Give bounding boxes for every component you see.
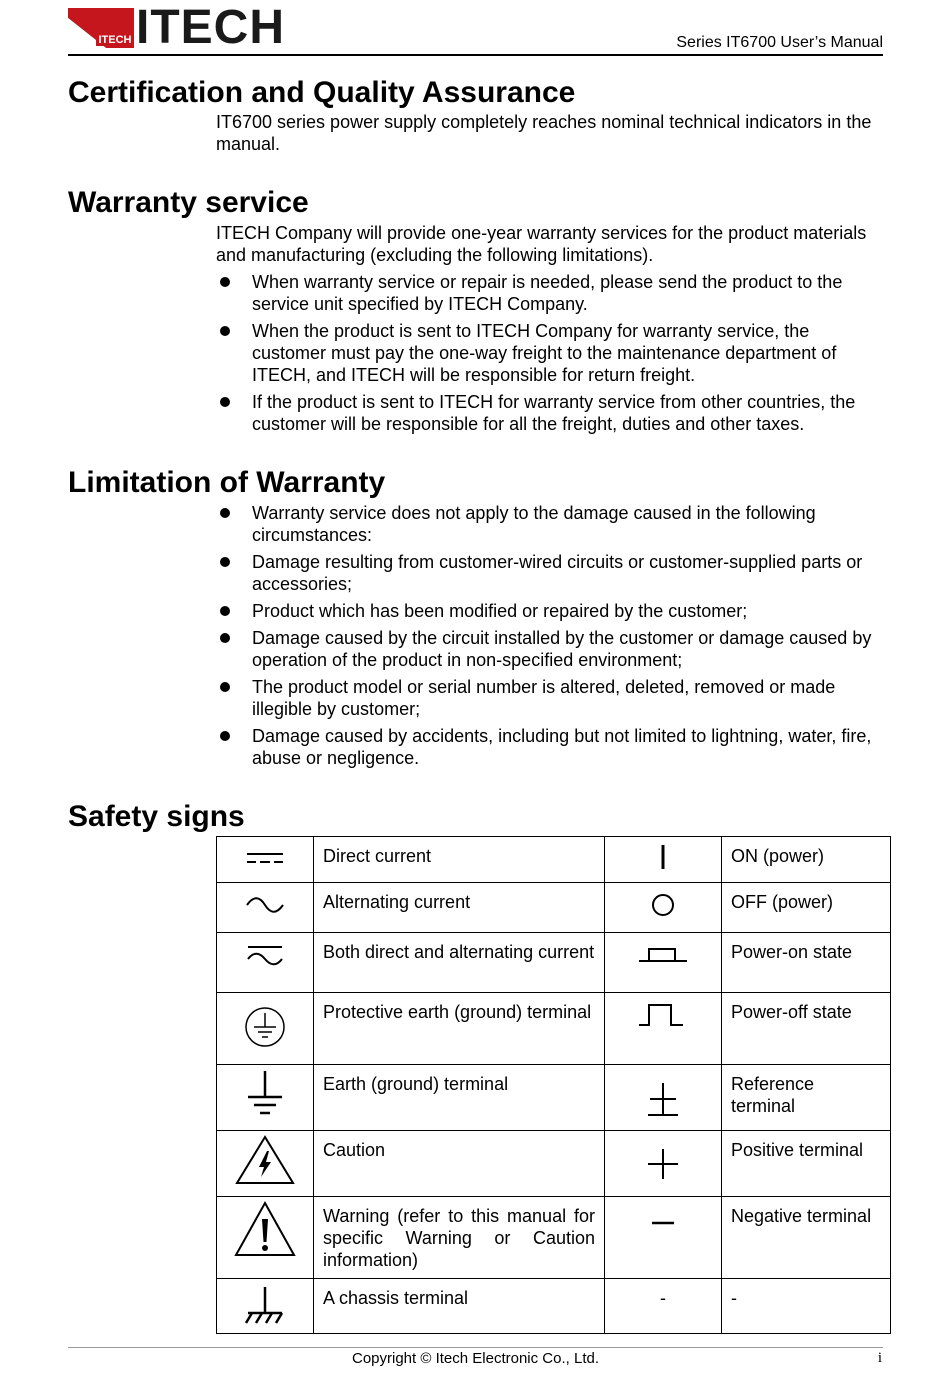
warranty-intro: ITECH Company will provide one-year warranty services for the product materials and manufacturing (excluding the following limitations). xyxy=(216,223,867,265)
direct-current-icon xyxy=(217,837,314,883)
list-item: Damage resulting from customer-wired circuits or customer-supplied parts or accessories; xyxy=(216,551,886,595)
list-item: The product model or serial number is altered, deleted, removed or made illegible by customer; xyxy=(216,676,886,720)
list-item: Product which has been modified or repaired by the customer; xyxy=(216,600,886,622)
sign-label: Warning (refer to this manual for specific Warning or Caution information) xyxy=(314,1197,605,1279)
sign-label: - xyxy=(722,1279,891,1334)
logo-mark-icon xyxy=(68,8,134,48)
alternating-current-icon xyxy=(217,883,314,933)
limitation-heading: Limitation of Warranty xyxy=(68,466,386,499)
header-rule xyxy=(68,54,883,56)
table-row xyxy=(217,1065,891,1131)
page-number: i xyxy=(877,1350,882,1366)
on-power-icon xyxy=(605,837,722,883)
list-item: Damage caused by accidents, including but not limited to lightning, water, fire, abuse or negligence. xyxy=(216,725,886,769)
empty-symbol: - xyxy=(605,1279,722,1334)
chassis-terminal-icon xyxy=(217,1279,314,1334)
copyright: Copyright © Itech Electronic Co., Ltd. xyxy=(352,1350,599,1367)
sign-label: Alternating current xyxy=(314,883,605,933)
positive-terminal-icon xyxy=(605,1131,722,1197)
table-row xyxy=(217,1131,891,1197)
negative-terminal-icon xyxy=(605,1197,722,1279)
svg-text:ITECH: ITECH xyxy=(98,34,132,46)
sign-label: ON (power) xyxy=(722,837,891,883)
list-item: When the product is sent to ITECH Company for warranty service, the customer must pay the one-way freight to the maintenance department of ITECH, and ITECH will be responsible for return freight. xyxy=(216,320,886,386)
page-header xyxy=(68,1,883,56)
sign-label: Positive terminal xyxy=(722,1131,891,1197)
list-item: When warranty service or repair is needed, please send the product to the service unit specified by ITECH Company. xyxy=(216,271,886,315)
earth-ground-icon xyxy=(217,1065,314,1131)
sign-label: Both direct and alternating current xyxy=(314,933,605,993)
certification-heading: Certification and Quality Assurance xyxy=(68,76,576,109)
table-row xyxy=(217,837,891,883)
sign-label: Caution xyxy=(314,1131,605,1197)
footer-rule xyxy=(68,1347,883,1348)
sign-label: Protective earth (ground) terminal xyxy=(314,993,605,1065)
list-item: Warranty service does not apply to the damage caused in the following circumstances: xyxy=(216,502,886,546)
sign-label: Earth (ground) terminal xyxy=(314,1065,605,1131)
ac-dc-icon xyxy=(217,933,314,993)
sign-label: Power-off state xyxy=(722,993,891,1065)
table-row xyxy=(217,883,891,933)
reference-terminal-icon xyxy=(605,1065,722,1131)
off-power-icon xyxy=(605,883,722,933)
sign-label: OFF (power) xyxy=(722,883,891,933)
caution-icon xyxy=(217,1131,314,1197)
table-row xyxy=(217,993,891,1065)
power-on-state-icon xyxy=(605,933,722,993)
sign-label: Power-on state xyxy=(722,933,891,993)
list-item: Damage caused by the circuit installed by the customer or damage caused by operation of the product in non-specified environment; xyxy=(216,627,886,671)
warranty-list xyxy=(216,271,886,440)
certification-text: IT6700 series power supply completely reaches nominal technical indicators in the manual. xyxy=(216,112,872,154)
safety-signs-table xyxy=(216,836,891,1334)
sign-label: Negative terminal xyxy=(722,1197,891,1279)
itech-logo xyxy=(68,1,285,54)
list-item: If the product is sent to ITECH for warranty service from other countries, the customer will be responsible for all the freight, duties and other taxes. xyxy=(216,391,886,435)
protective-earth-icon xyxy=(217,993,314,1065)
sign-label: A chassis terminal xyxy=(314,1279,605,1334)
warranty-heading: Warranty service xyxy=(68,186,309,219)
table-row xyxy=(217,1197,891,1279)
sign-label: Direct current xyxy=(314,837,605,883)
logo-wordmark: ITECH xyxy=(136,1,285,54)
power-off-state-icon xyxy=(605,993,722,1065)
warning-icon xyxy=(217,1197,314,1279)
table-row xyxy=(217,933,891,993)
manual-title: Series IT6700 User’s Manual xyxy=(676,34,883,51)
safety-heading: Safety signs xyxy=(68,800,245,833)
limitation-list xyxy=(216,502,886,774)
sign-label: Reference terminal xyxy=(722,1065,891,1131)
table-row xyxy=(217,1279,891,1334)
